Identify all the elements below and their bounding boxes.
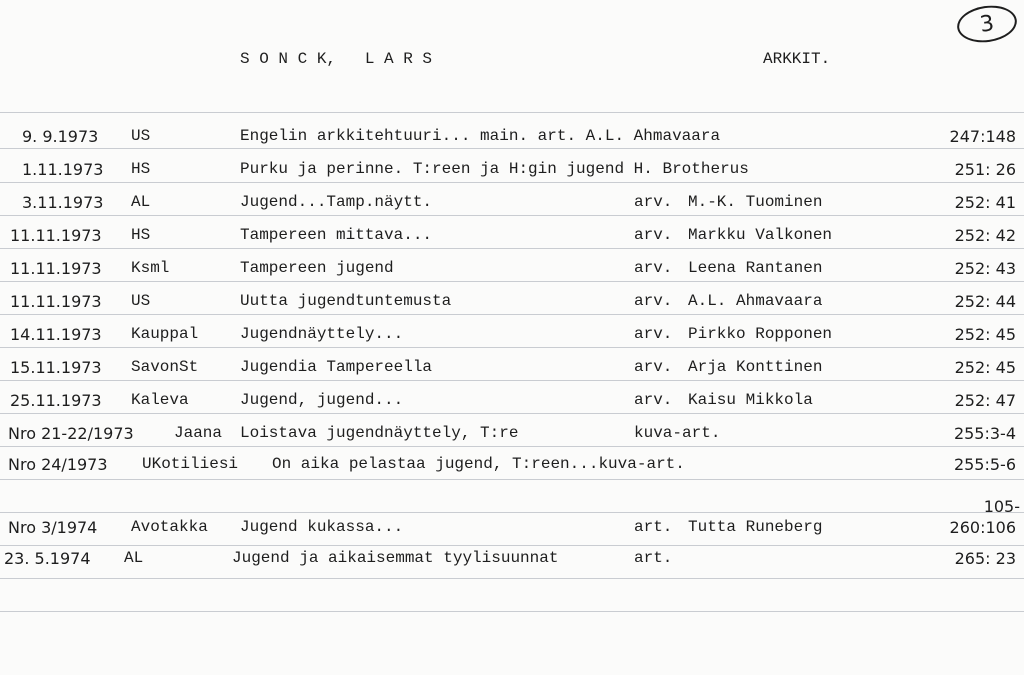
entry-date: 14.11.1973 <box>10 325 102 344</box>
entry-title: Jugend kukassa... <box>240 518 404 536</box>
entry-type: arv. <box>634 292 673 310</box>
entry-date: 11.11.1973 <box>10 259 102 278</box>
ruled-line <box>0 545 1024 546</box>
entry-date: 25.11.1973 <box>10 391 102 410</box>
entry-type: arv. <box>634 358 673 376</box>
card-name: S O N C K, L A R S <box>240 50 433 68</box>
entry-ref: 247:148 <box>949 127 1016 146</box>
entry-source: Ksml <box>131 259 170 277</box>
entry-type: arv. <box>634 259 673 277</box>
entry-row <box>0 292 1024 316</box>
entry-source: AL <box>124 549 144 567</box>
entry-date: Nro 21-22/1973 <box>8 424 134 443</box>
entry-title: Purku ja perinne. T:reen ja H:gin jugend H. Brotherus <box>240 160 749 178</box>
entry-author: Pirkko Ropponen <box>688 325 833 343</box>
entry-ref: 251: 26 <box>954 160 1016 179</box>
entry-row <box>0 193 1024 217</box>
ruled-line <box>0 611 1024 612</box>
entry-ref: 255:5-6 <box>953 455 1016 474</box>
entry-ref: 255:3-4 <box>953 424 1016 443</box>
entry-date: Nro 24/1973 <box>8 455 108 474</box>
entry-type: art. <box>634 549 673 567</box>
entry-row <box>0 325 1024 349</box>
entry-ref: 252: 47 <box>954 391 1016 410</box>
entry-source: SavonSt <box>131 358 199 376</box>
entry-source: US <box>131 292 151 310</box>
entry-source: Kauppal <box>131 325 199 343</box>
entry-type: arv. <box>634 193 673 211</box>
entry-type: arv. <box>634 325 673 343</box>
entry-source: US <box>131 127 151 145</box>
entry-author: Kaisu Mikkola <box>688 391 813 409</box>
entry-title: Uutta jugendtuntemusta <box>240 292 452 310</box>
entry-date: 23. 5.1974 <box>4 549 91 568</box>
entry-date: 1.11.1973 <box>22 160 104 179</box>
entry-type: art. <box>634 518 673 536</box>
entry-source: Avotakka <box>131 518 208 536</box>
entry-row <box>0 259 1024 283</box>
entry-row <box>0 549 1024 573</box>
entry-author: A.L. Ahmavaara <box>688 292 823 310</box>
ruled-line <box>0 578 1024 579</box>
entry-author: Leena Rantanen <box>688 259 823 277</box>
entry-title: Tampereen jugend <box>240 259 394 277</box>
entry-row <box>0 358 1024 382</box>
ruled-line <box>0 479 1024 480</box>
entry-row <box>0 391 1024 415</box>
page-number: 3 <box>955 2 1019 46</box>
entry-date: 3.11.1973 <box>22 193 104 212</box>
entry-date: 11.11.1973 <box>10 292 102 311</box>
entry-source: HS <box>131 160 151 178</box>
ruled-line <box>0 112 1024 113</box>
entry-author: Markku Valkonen <box>688 226 833 244</box>
ruled-line <box>0 512 1024 513</box>
entry-source: Kaleva <box>131 391 189 409</box>
entry-row <box>0 455 1024 479</box>
entry-title: Jugend...Tamp.näytt. <box>240 193 433 211</box>
entry-type: kuva-art. <box>634 424 721 442</box>
entry-ref: 252: 45 <box>954 358 1016 377</box>
entry-ref: 252: 42 <box>954 226 1016 245</box>
entry-author: M.-K. Tuominen <box>688 193 823 211</box>
entry-ref: 265: 23 <box>954 549 1016 568</box>
entry-row <box>0 226 1024 250</box>
entry-ref: 252: 44 <box>954 292 1016 311</box>
entry-ref: 252: 45 <box>954 325 1016 344</box>
entry-row <box>0 160 1024 184</box>
entry-ref: 252: 43 <box>954 259 1016 278</box>
entry-ref: 252: 41 <box>954 193 1016 212</box>
entry-title: On aika pelastaa jugend, T:reen...kuva-art. <box>272 455 685 473</box>
entry-date: Nro 3/1974 <box>8 518 98 537</box>
entry-title: Jugendia Tampereella <box>240 358 433 376</box>
entry-date: 9. 9.1973 <box>22 127 99 146</box>
entry-title: Engelin arkkitehtuuri... main. art. A.L. Ahmavaara <box>240 127 721 145</box>
entry-type: arv. <box>634 226 673 244</box>
entry-title: Tampereen mittava... <box>240 226 433 244</box>
entry-type: arv. <box>634 391 673 409</box>
entry-title: Jugend, jugend... <box>240 391 404 409</box>
entry-author: Tutta Runeberg <box>688 518 823 536</box>
entry-source: UKotiliesi <box>142 455 239 473</box>
entry-row <box>0 518 1024 542</box>
entry-date: 15.11.1973 <box>10 358 102 377</box>
entry-row <box>0 127 1024 151</box>
card-field: ARKKIT. <box>763 50 831 68</box>
entry-ref-extra: 105- <box>983 497 1020 516</box>
entry-title: Jugendnäyttely... <box>240 325 404 343</box>
entry-author: Arja Konttinen <box>688 358 823 376</box>
entry-source: HS <box>131 226 151 244</box>
entry-source: AL <box>131 193 151 211</box>
entry-row <box>0 424 1024 448</box>
entry-title: Loistava jugendnäyttely, T:re <box>240 424 519 442</box>
entry-date: 11.11.1973 <box>10 226 102 245</box>
entry-ref: 260:106 <box>949 518 1016 537</box>
entry-title: Jugend ja aikaisemmat tyylisuunnat <box>232 549 559 567</box>
entry-source: Jaana <box>174 424 223 442</box>
